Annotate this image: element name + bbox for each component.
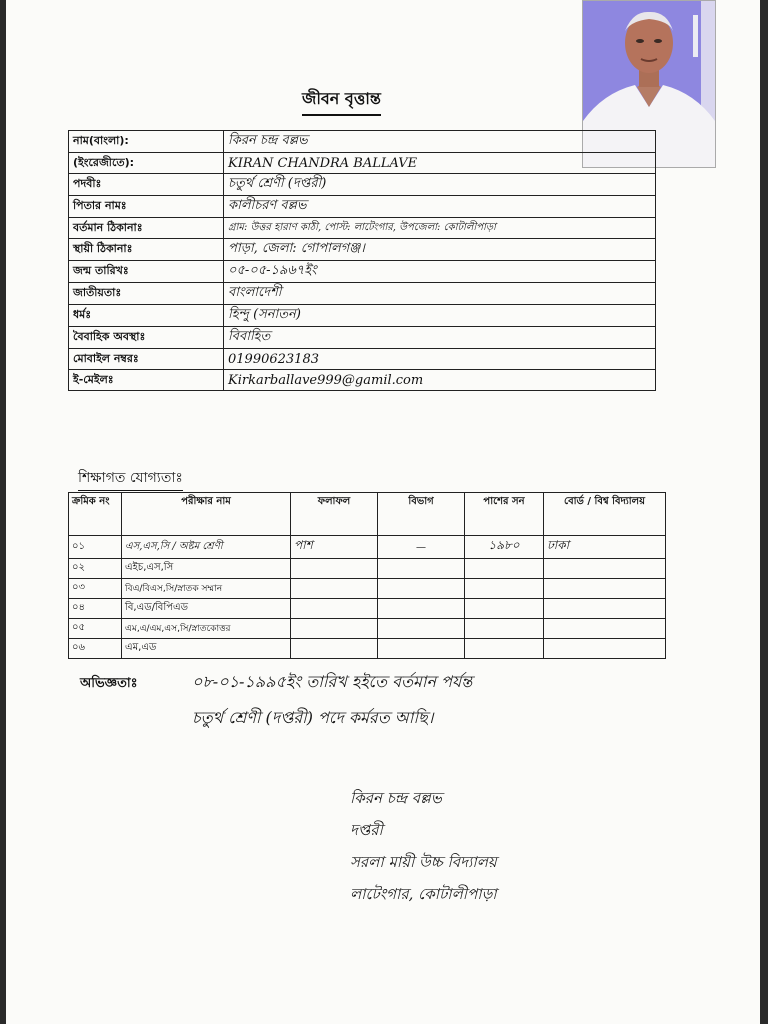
experience-text (192, 664, 712, 736)
experience-line: চতুর্থ শ্রেণী (দপ্তরী) পদে কর্মরত আছি। (192, 708, 434, 727)
signature-line: দপ্তরী (350, 821, 383, 839)
education-header-row (69, 493, 666, 536)
field-value: কিরন চন্দ্র বল্লভ (224, 131, 656, 153)
cell-year (465, 639, 544, 659)
info-row (69, 153, 656, 174)
field-value: পাড়া, জেলা: গোপালগঞ্জ। (224, 239, 656, 261)
column-header: পাশের সন (465, 493, 544, 536)
field-label: ই-মেইলঃ (69, 370, 224, 391)
cell-year (465, 559, 544, 579)
table-row (69, 639, 666, 659)
field-value: বিবাহিত (224, 327, 656, 349)
field-value: ০৫-০৫-১৯৬৭ইং (224, 261, 656, 283)
cell-division (378, 559, 465, 579)
cell-division (378, 639, 465, 659)
field-value: চতুর্থ শ্রেণী (দপ্তরী) (224, 174, 656, 196)
info-row (69, 174, 656, 196)
info-row (69, 349, 656, 370)
cell-division (378, 619, 465, 639)
field-label: (ইংরেজীতে): (69, 153, 224, 174)
document-title: জীবন বৃত্তান্ত (302, 86, 381, 116)
cell-board (544, 579, 666, 599)
cell-board (544, 619, 666, 639)
field-label: স্থায়ী ঠিকানাঃ (69, 239, 224, 261)
cell-board: ঢাকা (544, 536, 666, 559)
document-page (6, 0, 760, 1024)
cell-board (544, 599, 666, 619)
field-value: হিন্দু (সনাতন) (224, 305, 656, 327)
cell-year (465, 599, 544, 619)
field-label: বৈবাহিক অবস্থাঃ (69, 327, 224, 349)
signature-line: সরলা মায়ী উচ্চ বিদ্যালয় (350, 853, 497, 871)
field-value: 01990623183 (224, 349, 656, 370)
cell-exam: এম,এ/এম,এস,সি/স্নাতকোত্তর (122, 619, 291, 639)
cell-board (544, 559, 666, 579)
cell-board (544, 639, 666, 659)
cell-result (291, 579, 378, 599)
field-value: কালীচরণ বল্লভ (224, 196, 656, 218)
cell-exam: এস,এস,সি / অষ্টম শ্রেণী (122, 536, 291, 559)
cell-result (291, 559, 378, 579)
table-row (69, 559, 666, 579)
cell-result (291, 619, 378, 639)
table-row (69, 619, 666, 639)
info-row (69, 283, 656, 305)
field-value: Kirkarballave999@gamil.com (224, 370, 656, 391)
cell-exam: বি,এড/বিপিএড (122, 599, 291, 619)
cell-division (378, 579, 465, 599)
experience-label: অভিজ্ঞতাঃ (80, 676, 138, 691)
field-label: জন্ম তারিখঃ (69, 261, 224, 283)
field-label: মোবাইল নম্বরঃ (69, 349, 224, 370)
cell-exam: এম,এড (122, 639, 291, 659)
education-section-title: শিক্ষাগত যোগ্যতাঃ (78, 466, 183, 491)
cell-division (378, 599, 465, 619)
cell-sl: ০৩ (69, 579, 122, 599)
cell-division: — (378, 536, 465, 559)
cell-result: পাশ (291, 536, 378, 559)
cell-sl: ০৫ (69, 619, 122, 639)
experience-line: ০৮-০১-১৯৯৫ইং তারিখ হইতে বর্তমান পর্যন্ত (192, 672, 473, 691)
education-table (68, 492, 666, 659)
signature-line: লাটেংগার, কোটালীপাড়া (350, 885, 497, 903)
table-row (69, 599, 666, 619)
info-row (69, 239, 656, 261)
cell-sl: ০১ (69, 536, 122, 559)
personal-info-table (68, 130, 656, 391)
cell-sl: ০৪ (69, 599, 122, 619)
info-row (69, 327, 656, 349)
field-label: পিতার নামঃ (69, 196, 224, 218)
info-row (69, 261, 656, 283)
field-label: নাম(বাংলা): (69, 131, 224, 153)
info-row (69, 218, 656, 239)
field-value: গ্রাম: উত্তর হারাণ কাঠী, পোস্ট: লাটেংগার, উপজেলা: কোটালীপাড়া (224, 218, 656, 239)
field-value: বাংলাদেশী (224, 283, 656, 305)
field-value: KIRAN CHANDRA BALLAVE (224, 153, 656, 174)
cell-sl: ০৬ (69, 639, 122, 659)
info-row (69, 305, 656, 327)
field-label: ধর্মঃ (69, 305, 224, 327)
info-row (69, 131, 656, 153)
cell-result (291, 599, 378, 619)
field-label: জাতীয়তাঃ (69, 283, 224, 305)
cell-year: ১৯৮০ (465, 536, 544, 559)
cell-sl: ০২ (69, 559, 122, 579)
cell-year (465, 579, 544, 599)
column-header: বিভাগ (378, 493, 465, 536)
column-header: ফলাফল (291, 493, 378, 536)
cell-result (291, 639, 378, 659)
column-header: বোর্ড / বিশ্ব বিদ্যালয় (544, 493, 666, 536)
info-row (69, 370, 656, 391)
signature-line: কিরন চন্দ্র বল্লভ (350, 789, 442, 807)
column-header: ক্রমিক নং (69, 493, 122, 536)
field-label: পদবীঃ (69, 174, 224, 196)
signature-block (350, 782, 497, 910)
cell-exam: বিএ/বিএস,সি/স্নাতক সম্মান (122, 579, 291, 599)
field-label: বর্তমান ঠিকানাঃ (69, 218, 224, 239)
table-row (69, 579, 666, 599)
table-row (69, 536, 666, 559)
column-header: পরীক্ষার নাম (122, 493, 291, 536)
cell-exam: এইচ,এস,সি (122, 559, 291, 579)
cell-year (465, 619, 544, 639)
info-row (69, 196, 656, 218)
